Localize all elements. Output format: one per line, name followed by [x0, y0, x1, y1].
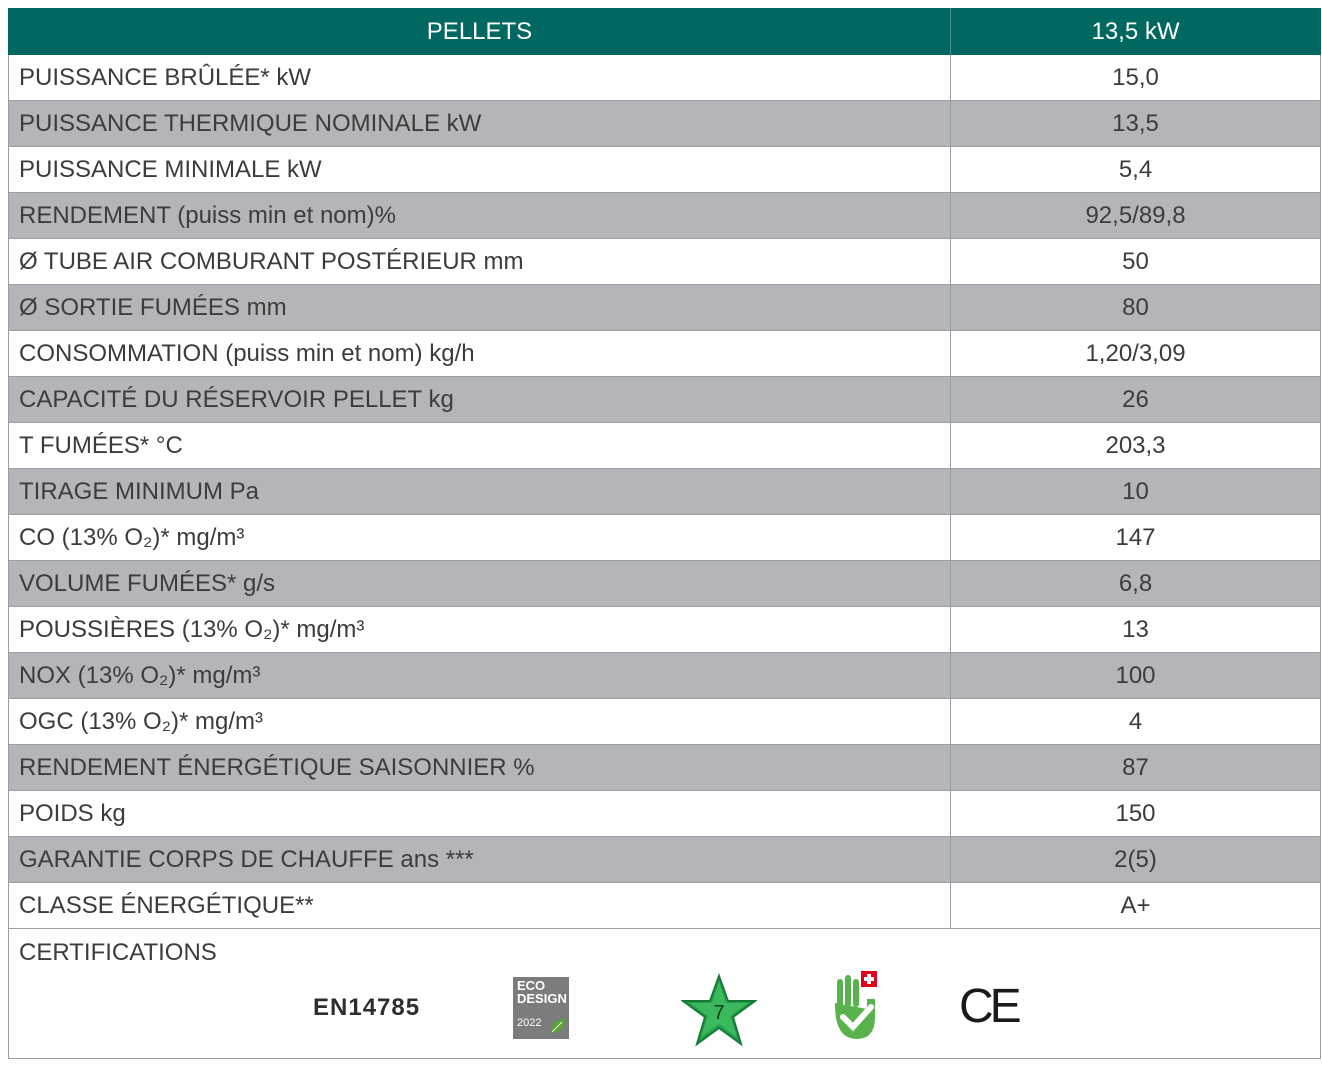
row-label: CO (13% O₂)* mg/m³ [8, 515, 951, 560]
row-label: RENDEMENT ÉNERGÉTIQUE SAISONNIER % [8, 745, 951, 790]
specs-table [8, 8, 1321, 1059]
certification-icons [9, 977, 1320, 1057]
table-row [8, 607, 1321, 653]
row-label: CLASSE ÉNERGÉTIQUE** [8, 883, 951, 928]
certifications-title: CERTIFICATIONS [19, 939, 217, 966]
row-value: 203,3 [951, 423, 1321, 468]
row-value: 10 [951, 469, 1321, 514]
table-row [8, 285, 1321, 331]
row-value: 2(5) [951, 837, 1321, 882]
table-row [8, 883, 1321, 929]
table-row [8, 653, 1321, 699]
row-value: 6,8 [951, 561, 1321, 606]
header-value: 13,5 kW [951, 8, 1321, 55]
certifications-row [8, 929, 1321, 1059]
row-label: T FUMÉES* °C [8, 423, 951, 468]
table-row [8, 469, 1321, 515]
row-label: PUISSANCE MINIMALE kW [8, 147, 951, 192]
row-value: 100 [951, 653, 1321, 698]
row-value: A+ [951, 883, 1321, 928]
ecodesign-year: 2022 [517, 1017, 542, 1029]
row-value: 150 [951, 791, 1321, 836]
ecodesign-line1: ECO [517, 978, 546, 993]
row-label: Ø SORTIE FUMÉES mm [8, 285, 951, 330]
table-row [8, 699, 1321, 745]
table-row [8, 239, 1321, 285]
table-row [8, 55, 1321, 101]
row-label: POUSSIÈRES (13% O₂)* mg/m³ [8, 607, 951, 652]
table-row [8, 837, 1321, 883]
row-label: RENDEMENT (puiss min et nom)% [8, 193, 951, 238]
leaf-icon [549, 1017, 567, 1035]
row-value: 26 [951, 377, 1321, 422]
row-value: 13,5 [951, 101, 1321, 146]
seven-star-icon [681, 973, 757, 1049]
row-label: OGC (13% O₂)* mg/m³ [8, 699, 951, 744]
row-value: 80 [951, 285, 1321, 330]
row-value: 5,4 [951, 147, 1321, 192]
row-label: PUISSANCE BRÛLÉE* kW [8, 55, 951, 100]
row-value: 13 [951, 607, 1321, 652]
row-label: Ø TUBE AIR COMBURANT POSTÉRIEUR mm [8, 239, 951, 284]
row-label: POIDS kg [8, 791, 951, 836]
table-row [8, 791, 1321, 837]
table-row [8, 515, 1321, 561]
row-value: 92,5/89,8 [951, 193, 1321, 238]
ecodesign-line2: DESIGN [517, 991, 567, 1006]
row-value: 4 [951, 699, 1321, 744]
table-row [8, 745, 1321, 791]
row-label: GARANTIE CORPS DE CHAUFFE ans *** [8, 837, 951, 882]
row-value: 50 [951, 239, 1321, 284]
swiss-hand-check-icon [831, 969, 881, 1045]
ce-mark-icon: CE [959, 980, 1018, 1033]
table-row [8, 331, 1321, 377]
table-row [8, 377, 1321, 423]
table-row [8, 147, 1321, 193]
table-header [8, 8, 1321, 55]
table-row [8, 193, 1321, 239]
ecodesign-2022-icon [513, 977, 569, 1039]
row-label: TIRAGE MINIMUM Pa [8, 469, 951, 514]
header-label: PELLETS [8, 8, 951, 55]
row-label: CONSOMMATION (puiss min et nom) kg/h [8, 331, 951, 376]
row-label: VOLUME FUMÉES* g/s [8, 561, 951, 606]
row-value: 1,20/3,09 [951, 331, 1321, 376]
en14785-logo: EN14785 [313, 994, 421, 1021]
row-value: 15,0 [951, 55, 1321, 100]
row-value: 147 [951, 515, 1321, 560]
star-number: 7 [713, 1002, 725, 1024]
row-label: NOX (13% O₂)* mg/m³ [8, 653, 951, 698]
row-label: PUISSANCE THERMIQUE NOMINALE kW [8, 101, 951, 146]
table-row [8, 101, 1321, 147]
table-row [8, 423, 1321, 469]
row-label: CAPACITÉ DU RÉSERVOIR PELLET kg [8, 377, 951, 422]
table-row [8, 561, 1321, 607]
row-value: 87 [951, 745, 1321, 790]
